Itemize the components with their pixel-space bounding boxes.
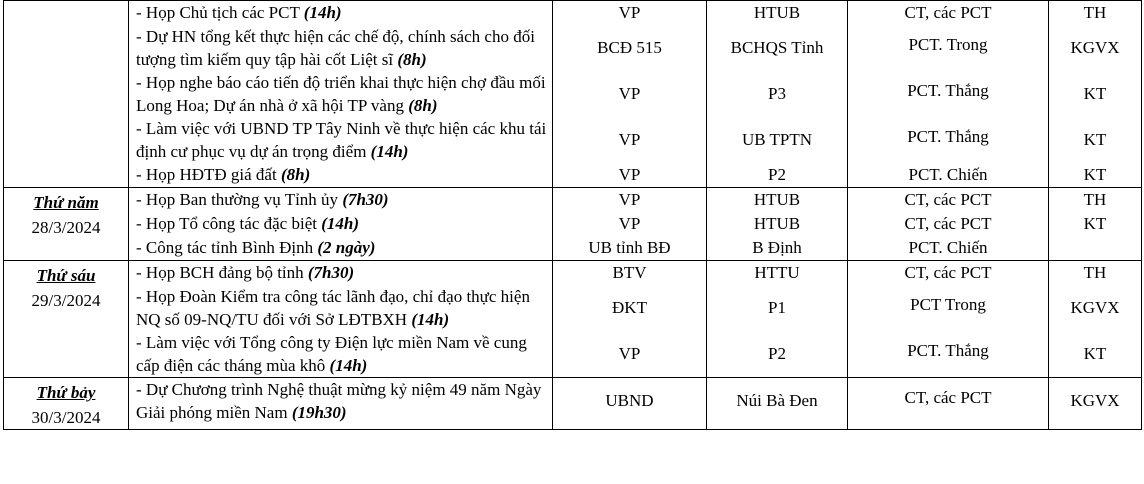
task-time: (2 ngày) xyxy=(317,238,376,257)
lead-value: PCT. Thắng xyxy=(907,81,989,100)
place-value: P2 xyxy=(768,165,786,184)
task-item xyxy=(129,378,552,424)
field-value: KGVX xyxy=(1070,38,1120,57)
lead-value: PCT. Thắng xyxy=(907,127,989,146)
field-cell xyxy=(1049,1,1142,188)
lead-cell xyxy=(848,188,1049,261)
field-value: KT xyxy=(1083,84,1107,103)
task-time: (7h30) xyxy=(342,190,389,209)
unit-cell xyxy=(553,261,707,378)
unit-value: VP xyxy=(618,3,641,22)
unit-cell xyxy=(553,378,707,430)
unit-value: UBND xyxy=(605,391,654,410)
lead-value: PCT. Thắng xyxy=(907,341,989,360)
task-text: - Họp HĐTĐ giá đất xyxy=(136,165,277,184)
lead-value: CT, các PCT xyxy=(904,190,992,209)
lead-value: PCT. Chiến xyxy=(908,165,988,184)
unit-value: VP xyxy=(618,165,641,184)
lead-value: CT, các PCT xyxy=(904,388,992,407)
field-value: KT xyxy=(1083,214,1107,233)
lead-value: PCT. Trong xyxy=(908,35,988,54)
field-value: KT xyxy=(1083,130,1107,149)
lead-value: PCT Trong xyxy=(910,295,986,314)
task-text: - Họp Ban thường vụ Tỉnh ủy xyxy=(136,190,339,209)
task-text: - Dự HN tổng kết thực hiện các chế độ, chính sách cho đối tượng tìm kiếm quy tập hài cốt Liệt sĩ xyxy=(136,27,535,69)
lead-value: PCT. Chiến xyxy=(908,238,988,257)
lead-cell xyxy=(848,378,1049,430)
task-time: (14h) xyxy=(303,3,342,22)
task-item xyxy=(129,331,552,377)
task-text: - Làm việc với Tổng công ty Điện lực miền Nam về cung cấp điện các tháng mùa khô xyxy=(136,333,527,375)
task-cell xyxy=(129,1,553,188)
task-item xyxy=(129,163,552,187)
task-text: - Họp Tổ công tác đặc biệt xyxy=(136,214,317,233)
place-value: HTUB xyxy=(753,3,801,22)
task-time: (14h) xyxy=(321,214,359,233)
task-time: (8h) xyxy=(408,96,438,115)
task-time: (19h30) xyxy=(291,403,347,422)
unit-value: VP xyxy=(618,84,641,103)
place-value: P2 xyxy=(768,344,786,363)
unit-value: ĐKT xyxy=(612,298,647,317)
table-row xyxy=(4,378,1142,430)
field-value: KGVX xyxy=(1070,391,1120,410)
place-cell xyxy=(707,188,848,261)
unit-value: VP xyxy=(618,344,641,363)
field-value: TH xyxy=(1083,263,1107,282)
task-item xyxy=(129,117,552,163)
day-cell xyxy=(4,1,129,188)
field-cell xyxy=(1049,261,1142,378)
task-item xyxy=(129,188,552,212)
task-text: - Họp Đoàn Kiểm tra công tác lãnh đạo, chỉ đạo thực hiện NQ số 09-NQ/TU đối với Sở LĐTBXH xyxy=(136,287,530,329)
lead-value: CT, các PCT xyxy=(904,214,992,233)
field-cell xyxy=(1049,378,1142,430)
day-date: 30/3/2024 xyxy=(31,408,101,427)
unit-cell xyxy=(553,188,707,261)
place-value: HTUB xyxy=(753,190,801,209)
task-item xyxy=(129,71,552,117)
task-item xyxy=(129,236,552,260)
unit-value: VP xyxy=(618,130,641,149)
task-item xyxy=(129,285,552,331)
field-value: TH xyxy=(1083,3,1107,22)
place-value: HTUB xyxy=(753,214,801,233)
place-value: P1 xyxy=(768,298,786,317)
place-cell xyxy=(707,1,848,188)
day-cell xyxy=(4,188,129,261)
unit-value: BCĐ 515 xyxy=(597,38,662,57)
task-time: (14h) xyxy=(370,142,409,161)
place-value: B Định xyxy=(752,238,802,257)
unit-value: VP xyxy=(618,190,641,209)
task-text: - Họp Chủ tịch các PCT xyxy=(136,3,300,22)
task-time: (7h30) xyxy=(307,263,355,282)
day-cell xyxy=(4,261,129,378)
task-item xyxy=(129,25,552,71)
unit-cell xyxy=(553,1,707,188)
place-value: Núi Bà Đen xyxy=(736,391,818,410)
day-name: Thứ bảy xyxy=(36,383,96,402)
table-row xyxy=(4,1,1142,188)
field-value: KGVX xyxy=(1070,298,1120,317)
task-item xyxy=(129,212,552,236)
field-value: KT xyxy=(1083,344,1107,363)
field-value: KT xyxy=(1083,165,1107,184)
place-value: HTTU xyxy=(754,263,800,282)
day-date: 29/3/2024 xyxy=(31,291,101,310)
lead-cell xyxy=(848,261,1049,378)
day-name: Thứ năm xyxy=(33,193,99,212)
field-value: TH xyxy=(1083,190,1107,209)
task-time: (14h) xyxy=(411,310,450,329)
unit-value: VP xyxy=(618,214,641,233)
unit-value: UB tỉnh BĐ xyxy=(588,238,671,257)
task-item xyxy=(129,1,552,25)
table-row xyxy=(4,188,1142,261)
task-text: - Dự Chương trình Nghệ thuật mừng kỷ niệm 49 năm Ngày Giải phóng miền Nam xyxy=(136,380,542,422)
task-time: (8h) xyxy=(280,165,311,184)
day-name: Thứ sáu xyxy=(36,266,96,285)
lead-cell xyxy=(848,1,1049,188)
task-time: (14h) xyxy=(329,356,368,375)
place-cell xyxy=(707,378,848,430)
unit-value: BTV xyxy=(612,263,647,282)
task-cell xyxy=(129,261,553,378)
place-value: P3 xyxy=(768,84,786,103)
day-cell xyxy=(4,378,129,430)
lead-value: CT, các PCT xyxy=(904,263,992,282)
schedule-table xyxy=(3,0,1142,430)
day-date: 28/3/2024 xyxy=(31,218,101,237)
field-cell xyxy=(1049,188,1142,261)
place-cell xyxy=(707,261,848,378)
task-text: - Công tác tỉnh Bình Định xyxy=(136,238,314,257)
task-cell xyxy=(129,188,553,261)
task-cell xyxy=(129,378,553,430)
place-value: UB TPTN xyxy=(741,130,813,149)
task-time: (8h) xyxy=(397,50,427,69)
lead-value: CT, các PCT xyxy=(904,3,992,22)
task-text: - Họp BCH đảng bộ tỉnh xyxy=(136,263,304,282)
field-value xyxy=(1049,236,1141,260)
place-value: BCHQS Tỉnh xyxy=(730,38,824,57)
table-row xyxy=(4,261,1142,378)
task-item xyxy=(129,261,552,285)
task-text: - Làm việc với UBND TP Tây Ninh về thực hiện các khu tái định cư phục vụ dự án trọng điểm xyxy=(136,119,547,161)
task-text: - Họp nghe báo cáo tiến độ triển khai thực hiện chợ đầu mối Long Hoa; Dự án nhà ở xã hội TP vàng xyxy=(136,73,546,115)
